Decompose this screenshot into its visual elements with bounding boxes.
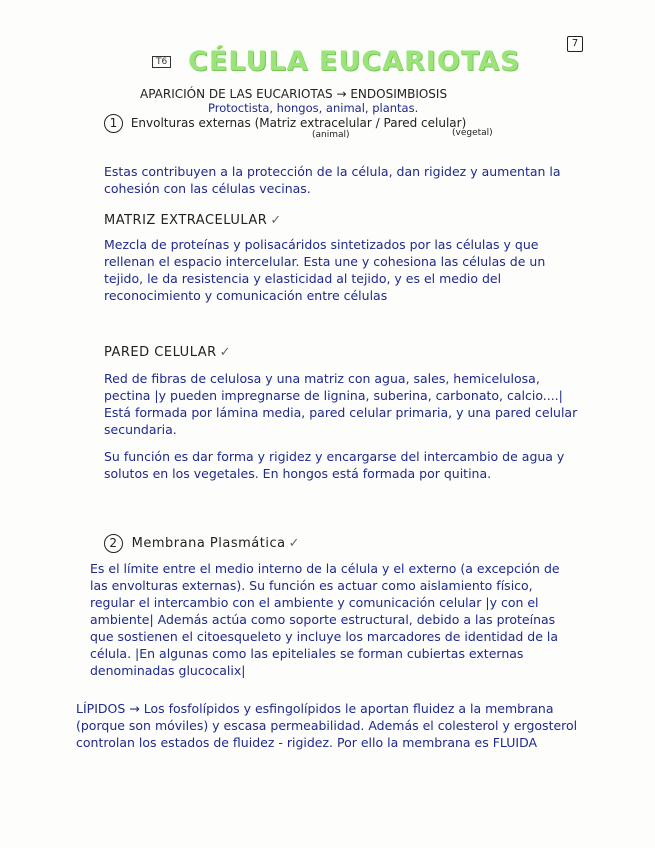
intro-paragraph: Estas contribuyen a la protección de la célula, dan rigidez y aumentan la cohesión con las células vecinas. [104, 164, 561, 196]
section1-sub-vegetal: (vegetal) [452, 128, 493, 138]
section1-number: 1 [104, 114, 123, 133]
matriz-heading-text: MATRIZ EXTRACELULAR [104, 213, 268, 228]
membrana-heading-text: Membrana Plasmática [131, 536, 286, 551]
page-number: 7 [567, 36, 583, 52]
section1-title: Envolturas externas (Matriz extracelular / Pared celular) [130, 116, 467, 130]
membrana-text: Es el límite entre el medio interno de la célula y el externo (a excepción de las envolturas externas). Su función es actuar como aislamiento físico, regular el intercambio con el ambiente y comunicación celular |y con el ambiente| Además actúa como soporte estructural, debido a las proteínas que sostienen el citoesqueleto y incluye los marcadores de identidad de la célula. |En algunas como las epiteliales se forman cubiertas externas denominadas glucocalix| [90, 561, 560, 678]
matriz-text: Mezcla de proteínas y polisacáridos sintetizados por las células y que rellenan el espacio intercelular. Esta une y cohesiona las células de un tejido, le da resistencia y elasticidad al tejido, y es el medio del reconocimiento y comunicación entre células [104, 237, 546, 303]
check-icon: ✓ [270, 213, 282, 228]
pared-text1: Red de fibras de celulosa y una matriz con agua, sales, hemicelulosa, pectina |y pueden impregnarse de lignina, suberina, carbonato, calcio....| Está formada por lámina media, pared celular primaria, y una pared celular secundaria. [104, 371, 578, 437]
topic-tag: T6 [152, 56, 171, 68]
pared-text2: Su función es dar forma y rigidez y encargarse del intercambio de agua y solutos en los vegetales. En hongos está formada por quitina. [104, 449, 565, 481]
intro-line2: Protoctista, hongos, animal, plantas. [208, 101, 419, 115]
membrana-heading [104, 534, 300, 553]
section1-sub-animal: (animal) [312, 130, 350, 140]
pared-heading [104, 345, 231, 360]
page-title: CÉLULA EUCARIOTAS [188, 46, 521, 77]
lipidos-text: LÍPIDOS → Los fosfolípidos y esfingolípidos le aportan fluidez a la membrana (porque son móviles) y escasa permeabilidad. Además el colesterol y ergosterol controlan los estados de fluidez - rigidez. Por ello la membrana es FLUIDA [76, 701, 578, 750]
intro-line1: APARICIÓN DE LAS EUCARIOTAS → ENDOSIMBIOSIS [140, 87, 448, 101]
check-icon: ✓ [288, 536, 300, 551]
section2-number: 2 [104, 534, 123, 553]
check-icon: ✓ [219, 345, 232, 360]
pared-heading-text: PARED CELULAR [104, 345, 217, 360]
matriz-heading [104, 213, 282, 228]
